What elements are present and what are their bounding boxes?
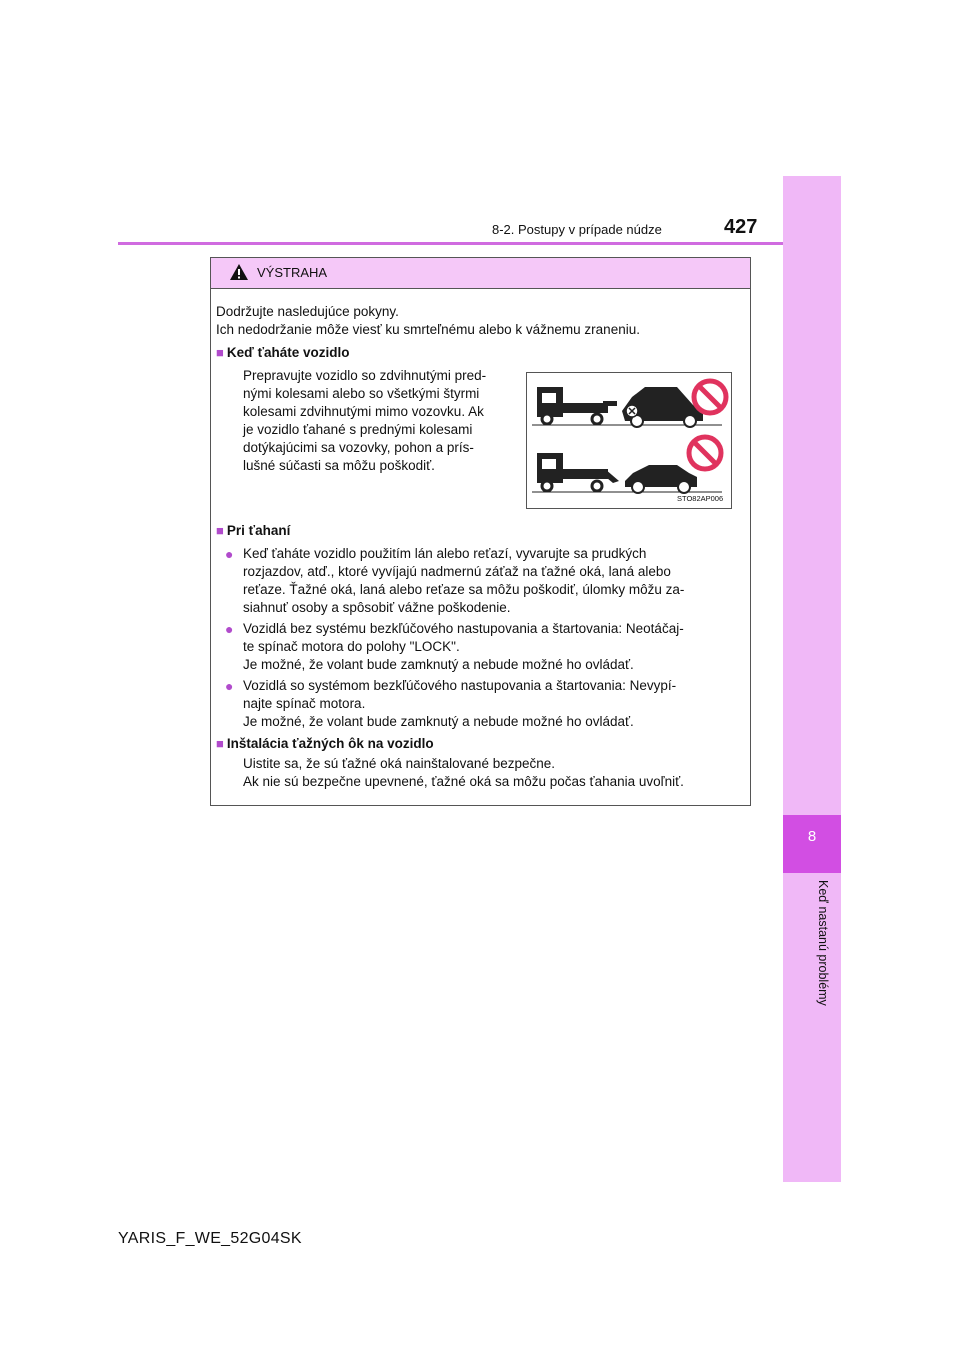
bullet-item-1: Keď ťaháte vozidlo použitím lán alebo reťazí, vyvarujte sa prudkých rozjazdov, atď., ktoré vyvíjajú nadmernú záťaž na ťažné oká, laná alebo reťaze. Ťažné oká, laná alebo reťaze sa môžu poškodiť, úlomky môžu za- siahnuť osoby a spôsobiť vážne poškodenie. <box>243 546 685 615</box>
section-heading-towing: ■ Keď ťaháte vozidlo <box>216 345 350 360</box>
towing-illustration <box>526 372 732 509</box>
square-bullet-icon: ■ <box>216 345 224 360</box>
intro-line-2: Ich nedodržanie môže viesť ku smrteľnému alebo k vážnemu zraneniu. <box>216 322 640 337</box>
square-bullet-icon: ■ <box>216 523 224 538</box>
prohibited-upper-icon <box>694 381 726 413</box>
document-code: YARIS_F_WE_52G04SK <box>118 1230 302 1247</box>
section-heading-during-towing: ■ Pri ťahaní <box>216 523 291 538</box>
chapter-number: 8 <box>807 828 817 845</box>
towing-paragraph: Prepravujte vozidlo so zdvihnutými pred- nými kolesami alebo so všetkými štyrmi kolesami zdvihnutými mimo vozovku. Ak je vozidlo ťahané s prednými kolesami dotýkajúcimi sa vozovky, pohon a prís- lušné súčasti sa môžu poškodiť. <box>243 368 487 473</box>
bullet-item-2: Vozidlá bez systému bezkľúčového nastupovania a štartovania: Neotáčaj- te spínač motora do polohy "LOCK". Je možné, že volant bude zamknutý a nebude možné ho ovládať. <box>243 621 684 672</box>
warning-header <box>211 258 750 289</box>
warning-title: VÝSTRAHA <box>257 265 328 280</box>
figure-code: STO82AP006 <box>677 494 724 503</box>
bullet-item-3: Vozidlá so systémom bezkľúčového nastupovania a štartovania: Nevypí- najte spínač motora. Je možné, že volant bude zamknutý a nebude možné ho ovládať. <box>243 678 677 729</box>
section-heading-tow-eyelet: ■ Inštalácia ťažných ôk na vozidlo <box>216 736 434 751</box>
towed-car-icon <box>625 465 697 493</box>
page-number: 427 <box>724 216 758 238</box>
square-bullet-icon: ■ <box>216 736 224 751</box>
prohibited-lower-icon <box>689 437 721 469</box>
tow-eyelet-paragraph: Uistite sa, že sú ťažné oká nainštalované bezpečne. Ak nie sú bezpečne upevnené, ťažné oká sa môžu počas ťahania uvoľniť. <box>243 756 684 789</box>
section-title: 8-2. Postupy v prípade núdze <box>492 222 662 237</box>
bullet-dot-icon: ● <box>225 678 234 694</box>
header-rule <box>118 242 783 245</box>
intro-line-1: Dodržujte nasledujúce pokyny. <box>216 304 399 319</box>
warning-box <box>210 257 751 806</box>
warning-triangle-icon <box>229 263 249 286</box>
chapter-title: Keď nastanú problémy <box>816 880 830 1006</box>
lifted-car-icon <box>622 387 703 427</box>
bullet-dot-icon: ● <box>225 546 234 562</box>
bullet-dot-icon: ● <box>225 621 234 637</box>
